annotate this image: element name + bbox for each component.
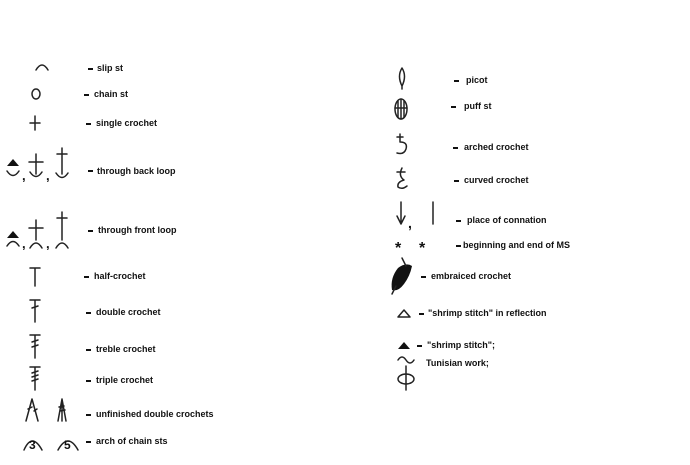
legend-label: "shrimp stitch"; (427, 340, 496, 350)
legend-row-front-loop (0, 210, 340, 250)
legend-label: place of connation (467, 215, 547, 225)
triangle-filled-icon (396, 338, 412, 352)
label-dash (88, 230, 93, 232)
legend-row-curved-crochet (340, 166, 680, 190)
label-dash (86, 123, 91, 125)
legend-row-chain-st (0, 84, 340, 108)
legend-row-puff (340, 96, 680, 120)
label-dash (456, 245, 461, 247)
legend-label: curved crochet (464, 175, 529, 185)
back-loop-icon (4, 146, 80, 182)
picot-icon (395, 66, 409, 90)
legend-label: "shrimp stitch" in reflection (428, 308, 547, 318)
legend-label: Tunisian work; (426, 358, 489, 368)
svg-text:,: , (46, 236, 50, 251)
label-dash (84, 94, 89, 96)
legend-label: puff st (464, 101, 492, 111)
label-dash (86, 349, 91, 351)
legend-label: embraiced crochet (431, 271, 512, 281)
legend-label: through back loop (97, 166, 176, 176)
legend-label: treble crochet (96, 344, 156, 354)
svg-text:,: , (22, 236, 26, 251)
double-crochet-icon (27, 296, 43, 324)
label-dash (453, 147, 458, 149)
star-icon (395, 236, 435, 256)
legend-row-unfinished-double (0, 397, 340, 421)
label-dash (86, 414, 91, 416)
label-dash (88, 170, 93, 172)
svg-text:,: , (408, 215, 412, 231)
label-dash (86, 312, 91, 314)
legend-label: half-crochet (94, 271, 146, 281)
legend-label: slip st (97, 63, 124, 73)
chain-arch-icon (22, 430, 80, 452)
label-dash (421, 276, 426, 278)
label-dash (88, 68, 93, 70)
legend-label: unfinished double crochets (96, 409, 214, 419)
legend-row-shrimp-reflection (340, 302, 680, 326)
embraced-icon (388, 256, 418, 296)
legend-label: picot (466, 75, 488, 85)
front-loop-icon (4, 210, 80, 250)
label-dash (451, 106, 456, 108)
legend-row-half-crochet (0, 264, 340, 288)
legend-label: triple crochet (96, 375, 154, 385)
legend-label: arched crochet (464, 142, 529, 152)
legend-label: through front loop (98, 225, 177, 235)
legend-row-double-crochet (0, 296, 340, 320)
label-dash (454, 180, 459, 182)
legend-row-arched-crochet (340, 132, 680, 156)
legend-label: arch of chain sts (96, 436, 168, 446)
legend-label: single crochet (96, 118, 158, 128)
legend-row-back-loop (0, 146, 340, 182)
label-dash (86, 441, 91, 443)
legend-row-chain-arch (0, 430, 340, 454)
arc-icon (34, 60, 50, 72)
legend-row-embraced (340, 256, 680, 296)
legend-row-connation (340, 200, 680, 232)
svg-text:*: * (395, 240, 402, 257)
oval-icon (29, 86, 43, 102)
svg-text:*: * (419, 240, 426, 257)
legend-row-tunisian (340, 352, 680, 392)
label-dash (86, 380, 91, 382)
svg-text:,: , (22, 168, 26, 183)
arched-crochet-icon (394, 132, 410, 158)
label-dash (419, 313, 424, 315)
treble-crochet-icon (27, 332, 43, 360)
label-dash (454, 80, 459, 82)
legend-row-single-crochet (0, 113, 340, 137)
legend-row-slip-st (0, 58, 340, 82)
legend-label: double crochet (96, 307, 161, 317)
svg-text:,: , (46, 168, 50, 183)
svg-text:3: 3 (29, 438, 36, 452)
legend-row-picot (340, 66, 680, 90)
legend-row-triple-crochet (0, 364, 340, 388)
legend-row-treble-crochet (0, 332, 340, 356)
svg-text:5: 5 (64, 438, 71, 452)
label-dash (84, 276, 89, 278)
legend-label: beginning and end of MS (463, 240, 570, 250)
legend-label: chain st (94, 89, 129, 99)
tunisian-icon (394, 352, 424, 392)
curved-crochet-icon (394, 166, 410, 192)
triple-crochet-icon (27, 364, 43, 392)
unfinished-cluster-icon (24, 397, 78, 425)
plus-icon (27, 113, 43, 133)
label-dash (456, 220, 461, 222)
triangle-outline-icon (396, 306, 412, 320)
t-icon (27, 264, 43, 288)
puff-icon (392, 96, 410, 122)
connation-icon (395, 200, 439, 232)
label-dash (417, 345, 422, 347)
